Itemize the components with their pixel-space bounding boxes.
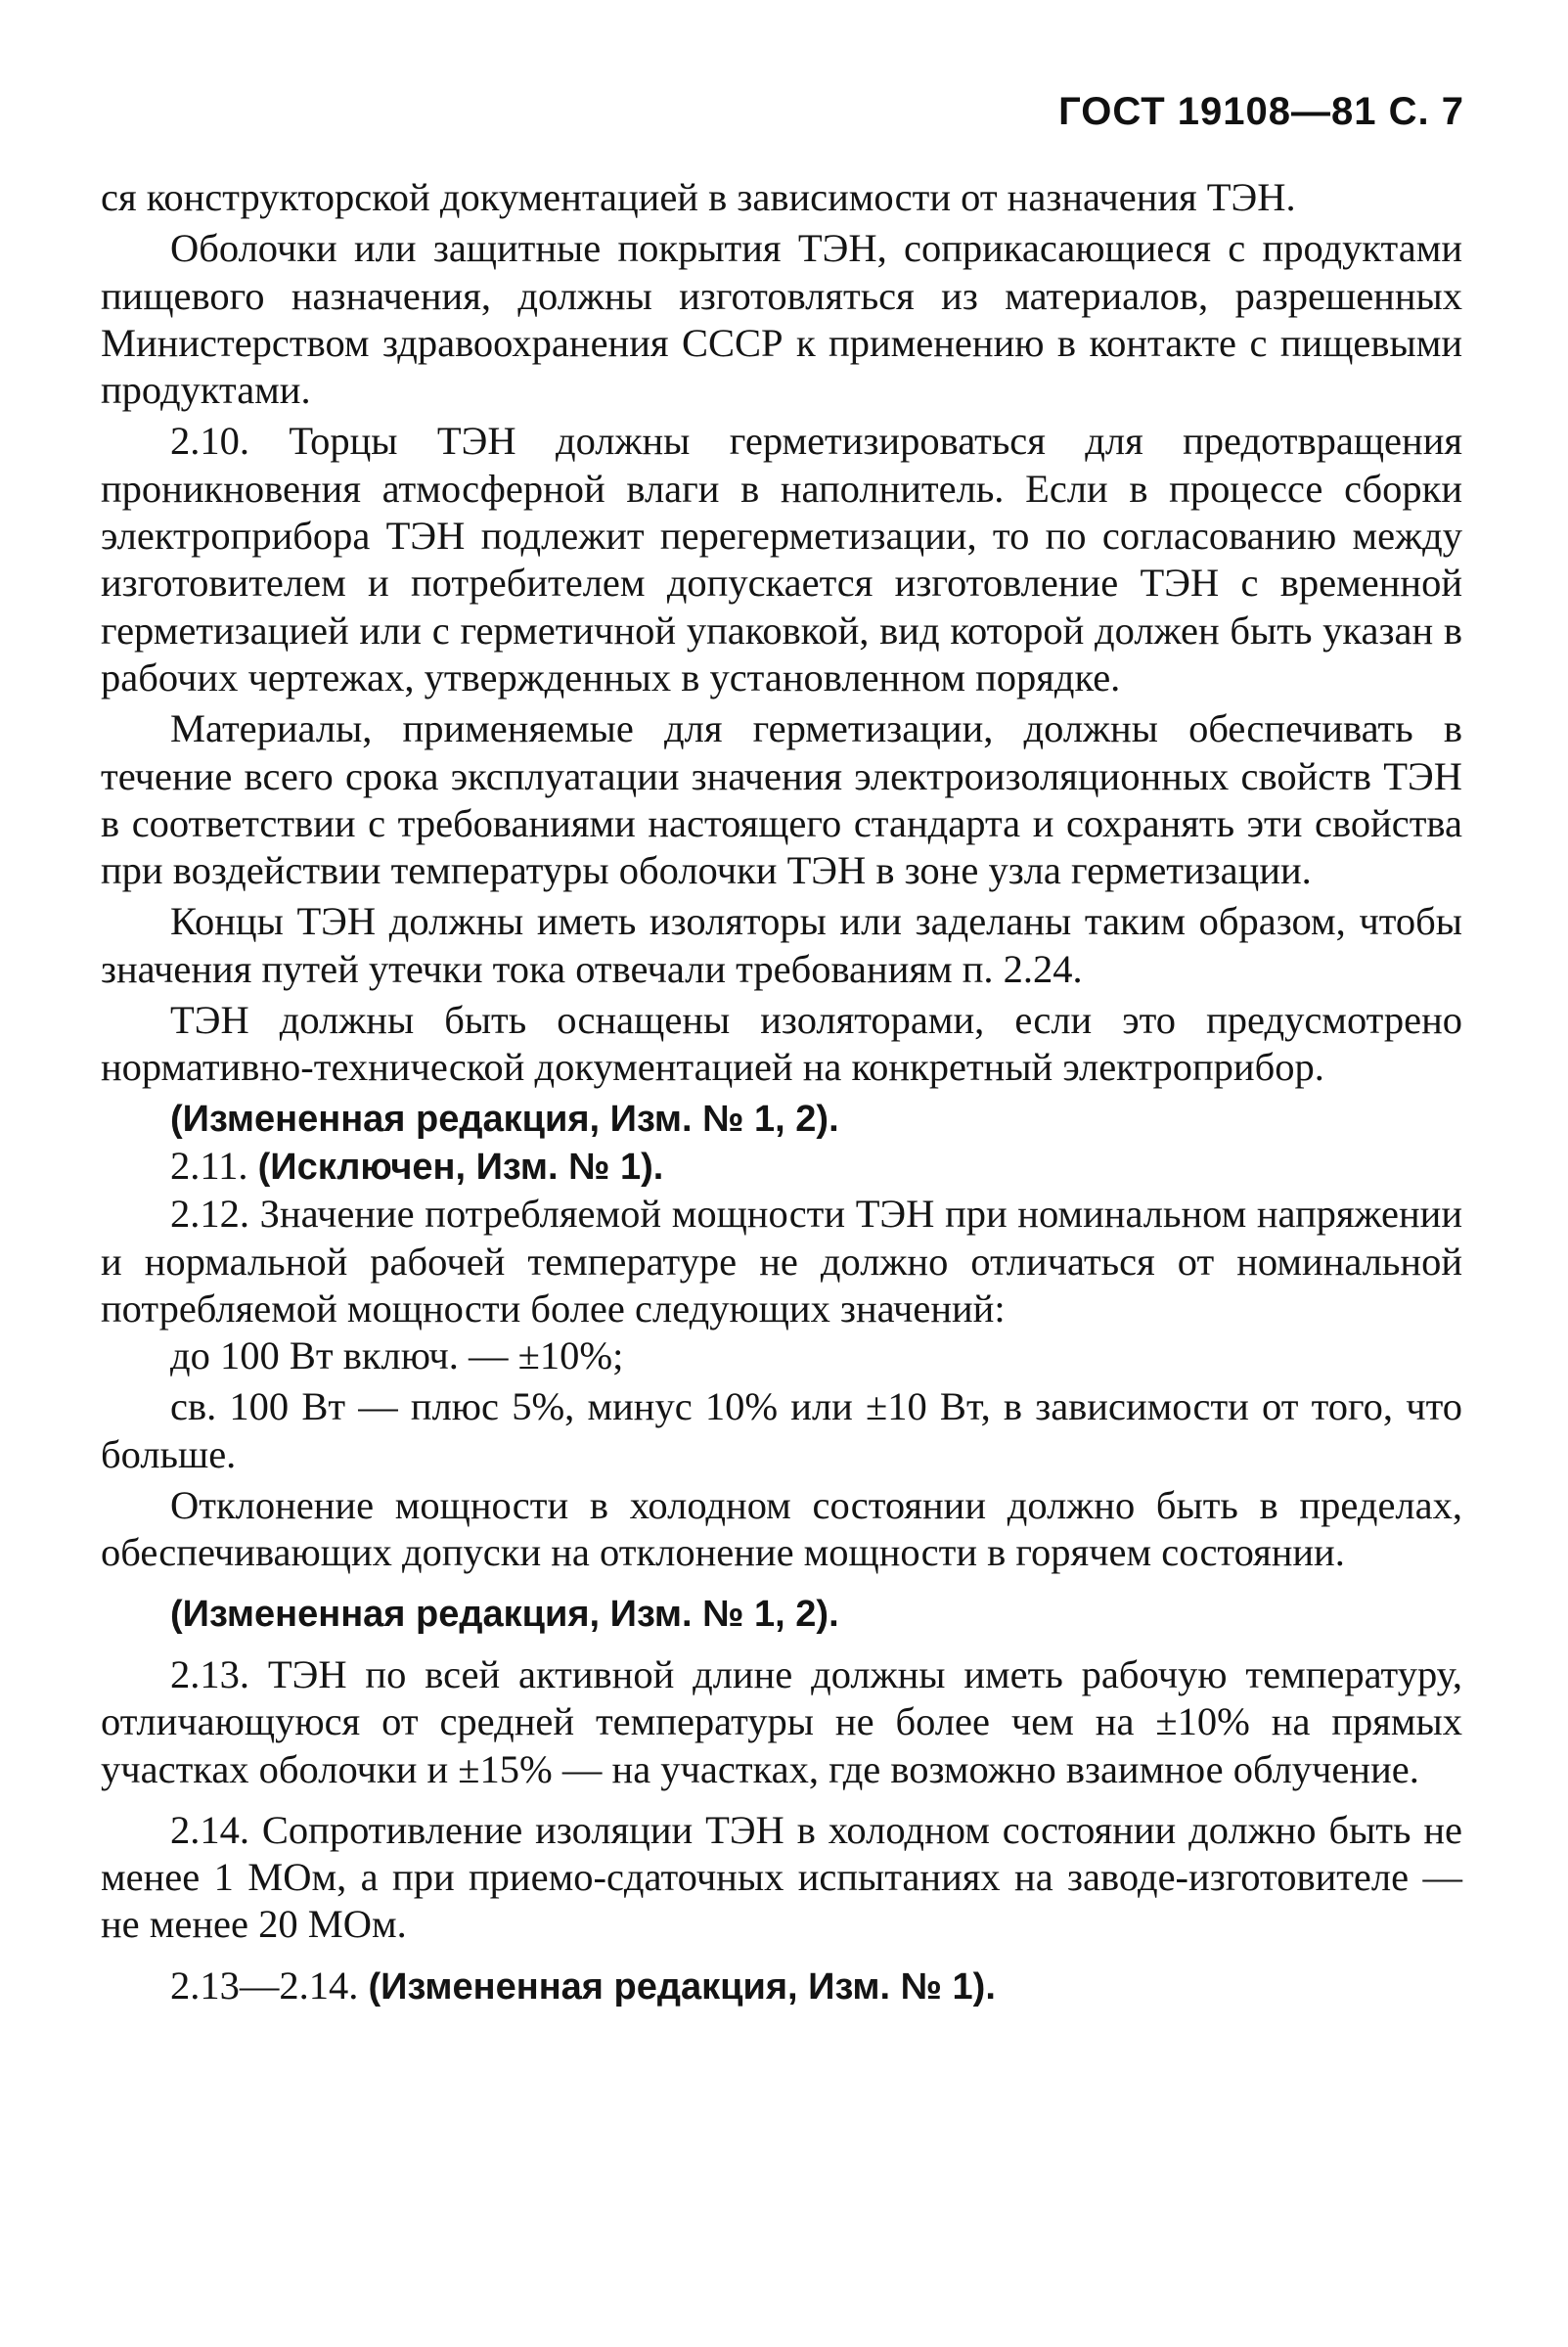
paragraph-2-13-temperature: 2.13. ТЭН по всей активной длине должны иметь рабочую температуру, отличающуюся от средней температуры не более чем на ±10% на прямых участках оболочки и ±15% — на участках, где возможно взаимное облучение.	[101, 1651, 1462, 1791]
paragraph-amendment-2-13-2-14	[101, 1963, 1462, 2010]
paragraph-power-over-100w: св. 100 Вт — плюс 5%, минус 10% или ±10 Вт, в зависимости от того, что больше.	[101, 1384, 1462, 1476]
paragraph-insulators-equipped: ТЭН должны быть оснащены изоляторами, если это предусмотрено нормативно-технической документацией на конкретный электроприбор.	[101, 998, 1462, 1090]
amendment-note-2: (Измененная редакция, Изм. № 1, 2).	[170, 1593, 839, 1635]
paragraph-2-12-power: 2.12. Значение потребляемой мощности ТЭН при номинальном напряжении и нормальной рабочей температуре не должно отличаться от номинальной потребляемой мощности более следующих значений:	[101, 1192, 1462, 1331]
amendment-note-1: (Измененная редакция, Изм. № 1, 2).	[170, 1098, 839, 1140]
running-header: ГОСТ 19108—81 С. 7	[1058, 90, 1464, 133]
body-text	[101, 174, 1462, 2010]
paragraph-2-10-sealing: 2.10. Торцы ТЭН должны герметизироваться для предотвращения проникновения атмосферной влаги в наполнитель. Если в процессе сборки электроприбора ТЭН подлежит перегерметизации, то по согласованию между изготовителем и потребителем допускается изготовление ТЭН с временной герметизацией или с герметичной упаковкой, вид которой должен быть указан в рабочих чертежах, утвержденных в установленном порядке.	[101, 419, 1462, 700]
clause-excluded-note: (Исключен, Изм. № 1).	[257, 1146, 664, 1188]
paragraph-ends-insulators: Концы ТЭН должны иметь изоляторы или заделаны таким образом, чтобы значения путей утечки тока отвечали требованиям п. 2.24.	[101, 899, 1462, 991]
paragraph-food-contact-coatings: Оболочки или защитные покрытия ТЭН, соприкасающиеся с продуктами пищевого назначения, должны изготовляться из материалов, разрешенных Министерством здравоохранения СССР к применению в контакте с пищевыми продуктами.	[101, 226, 1462, 413]
paragraph-cold-deviation: Отклонение мощности в холодном состоянии должно быть в пределах, обеспечивающих допуски на отклонение мощности в горячем состоянии.	[101, 1483, 1462, 1575]
clause-range: 2.13—2.14.	[170, 1963, 359, 2008]
clause-number: 2.11.	[170, 1143, 248, 1188]
paragraph-power-up-to-100w: до 100 Вт включ. — ±10%;	[170, 1333, 624, 1378]
paragraph-2-11-excluded	[101, 1143, 1462, 1191]
amendment-note-3: (Измененная редакция, Изм. № 1).	[368, 1965, 996, 2008]
paragraph-2-14-insulation: 2.14. Сопротивление изоляции ТЭН в холодном состоянии должно быть не менее 1 МОм, а при приемо-сдаточных испытаниях на заводе-изготовителе — не менее 20 МОм.	[101, 1807, 1462, 1947]
paragraph-sealing-materials: Материалы, применяемые для герметизации, должны обеспечивать в течение всего срока эксплуатации значения электроизоляционных свойств ТЭН в соответствии с требованиями настоящего стандарта и сохранять эти свойства при воздействии температуры оболочки ТЭН в зоне узла герметизации.	[101, 706, 1462, 893]
paragraph-continuation: ся конструкторской документацией в зависимости от назначения ТЭН.	[101, 175, 1296, 219]
